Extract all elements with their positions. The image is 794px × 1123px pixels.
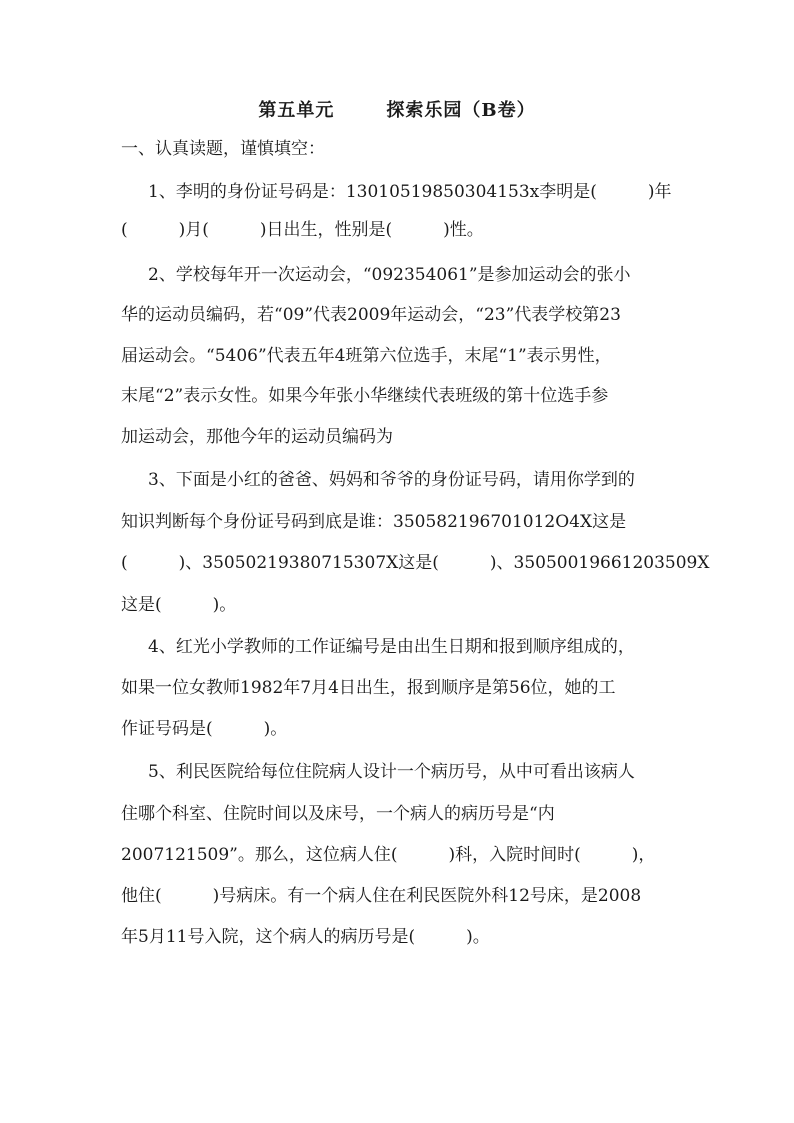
question-2-line-5: 加运动会，那他今年的运动员编码为 (121, 427, 393, 447)
question-4-line-2: 如果一位女教师1982年7月4日出生，报到顺序是第56位，她的工 (121, 678, 616, 698)
question-3-line-1: 3、下面是小红的爸爸、妈妈和爷爷的身份证号码，请用你学到的 (148, 470, 635, 490)
question-5-line-5: 年5月11号入院，这个病人的病历号是( )。 (121, 927, 490, 947)
question-2-line-1: 2、学校每年开一次运动会，“092354061”是参加运动会的张小 (148, 265, 631, 285)
question-5-line-1: 5、利民医院给每位住院病人设计一个病历号，从中可看出该病人 (148, 762, 635, 782)
question-4-line-1: 4、红光小学教师的工作证编号是由出生日期和报到顺序组成的， (148, 637, 635, 657)
question-5-line-3: 2007121509”。那么，这位病人住( )科，入院时间时( )， (121, 845, 656, 865)
question-1-line-1: 1、李明的身份证号码是：13010519850304153x李明是( )年 (148, 182, 672, 202)
unit-label: 第五单元 (258, 100, 335, 121)
section-heading: 一、认真读题，谨慎填空： (121, 139, 325, 159)
question-4-line-3: 作证号码是( )。 (121, 719, 288, 739)
question-5-line-2: 住哪个科室、住院时间以及床号，一个病人的病历号是“内 (121, 804, 555, 824)
question-3-line-4: 这是( )。 (121, 595, 237, 615)
question-2-line-3: 届运动会。“5406”代表五年4班第六位选手，末尾“1”表示男性， (121, 346, 612, 366)
unit-name: 探索乐园（B卷） (386, 100, 536, 121)
question-1-line-2: ( )月( )日出生，性别是( )性。 (121, 220, 484, 240)
question-3-line-2: 知识判断每个身份证号码到底是谁：350582196701012O4X这是 (121, 512, 627, 532)
question-3-line-3: ( )、35050219380715307X这是( )、35050019661203509X (121, 553, 710, 573)
question-2-line-2: 华的运动员编码，若“09”代表2009年运动会，“23”代表学校第23 (121, 305, 621, 325)
question-5-line-4: 他住( )号病床。有一个病人住在利民医院外科12号床，是2008 (121, 886, 642, 906)
question-2-line-4: 末尾“2”表示女性。如果今年张小华继续代表班级的第十位选手参 (121, 386, 609, 406)
page-title (0, 96, 794, 122)
